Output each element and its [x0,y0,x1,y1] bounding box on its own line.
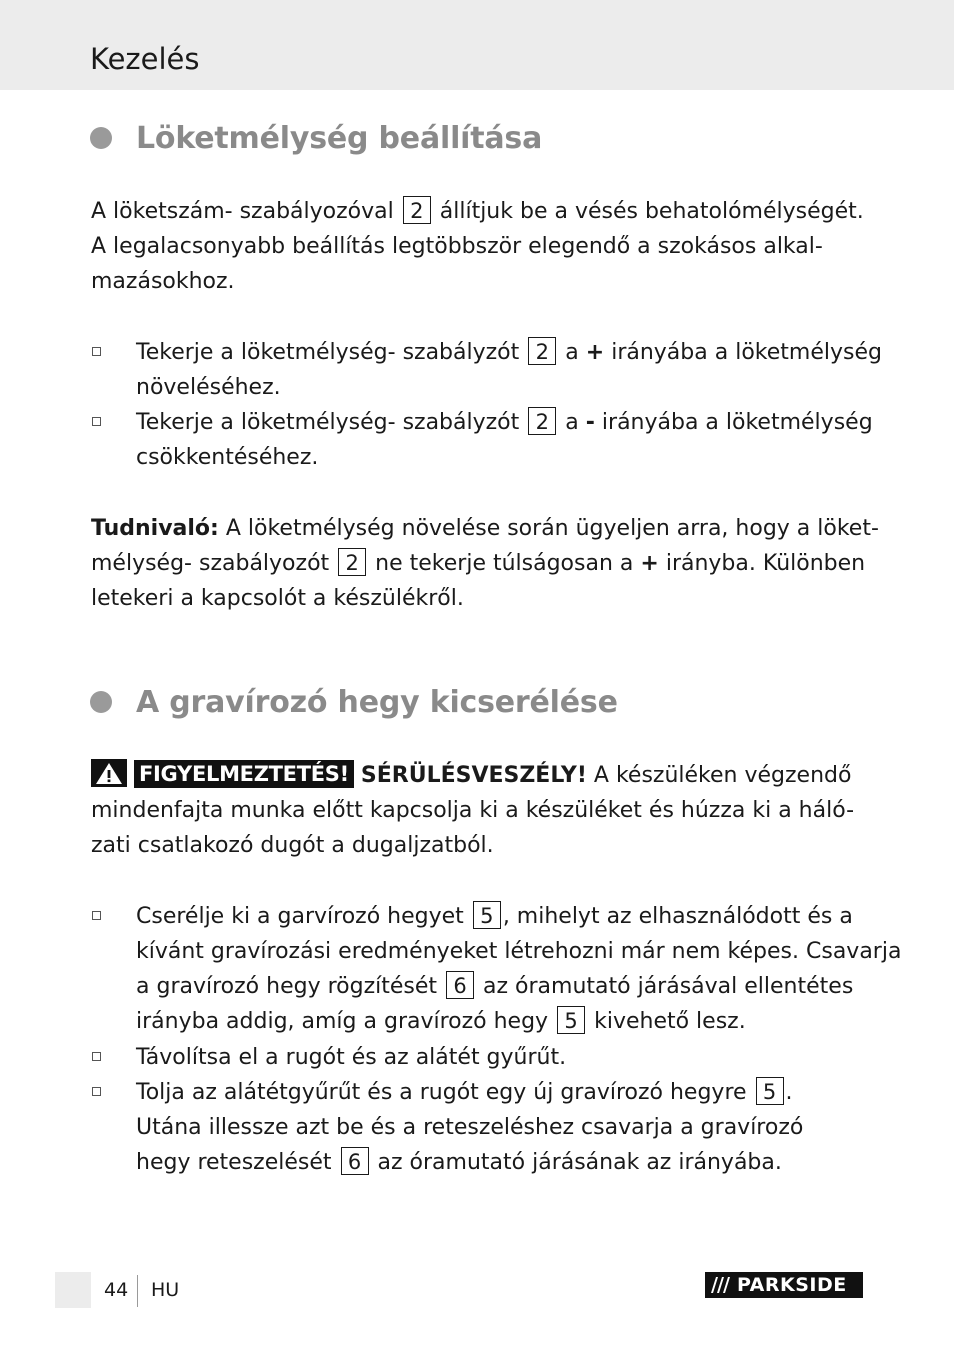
text: irányba. Különben [665,551,866,576]
danger-label: SÉRÜLÉSVESZÉLY! [360,763,587,788]
text: , mihelyt az elhasználódott és a [502,904,853,929]
text: csökkentéséhez. [136,445,319,470]
section-heading-engraving-tip [90,682,618,722]
page-number: 44 [104,1279,129,1301]
section-title: A gravírozó hegy kicserélése [136,684,618,720]
note-label: Tudnivaló: [91,516,219,541]
text: A készüléken végzendő [593,763,852,788]
part-number-ref: 5 [473,901,501,929]
text: zati csatlakozó dugót a dugaljzatból. [91,833,494,858]
part-number-ref: 5 [756,1077,784,1105]
part-number-ref: 2 [528,407,556,435]
text: . [785,1080,793,1105]
text: a gravírozó hegy rögzítését [136,974,438,999]
text: mazásokhoz. [91,269,235,294]
text: a [565,410,579,435]
bullet-dot-icon [90,127,112,149]
part-number-ref: 5 [557,1006,585,1034]
checkbox-icon [92,1052,101,1061]
intro-paragraph [91,194,871,299]
part-number-ref: 6 [446,971,474,999]
note-paragraph [91,511,879,616]
text: Cserélje ki a garvírozó hegyet [136,904,464,929]
text: A legalacsonyabb beállítás legtöbbször elegendő a szokásos alkal- [91,234,823,259]
text: irányba addig, amíg a gravírozó hegy [136,1009,549,1034]
section-heading-stroke-depth [90,118,542,158]
text: mélység- szabályozót [91,551,330,576]
text: A löketmélység növelése során ügyeljen arra, hogy a löket- [225,516,879,541]
text: irányába a löketmélység [601,410,873,435]
checkbox-icon [92,911,101,920]
text: növeléséhez. [136,375,281,400]
page-header-title: Kezelés [90,42,200,76]
text: ne tekerje túlságosan a [375,551,634,576]
warning-badge: FIGYELMEZTETÉS! [134,760,354,788]
logo-stripes-icon [705,1272,735,1298]
text: Tolja az alátétgyűrűt és a rugót egy új gravírozó hegyre [136,1080,747,1105]
bullet-dot-icon [90,691,112,713]
warning-triangle-icon [91,759,127,787]
text: A löketszám- szabályozóval [91,199,394,224]
text: letekeri a kapcsolót a készülékről. [91,586,464,611]
text: az óramutató járásának az irányába. [377,1150,782,1175]
text: Tekerje a löketmélység- szabályzót [136,410,520,435]
checkbox-icon [92,417,101,426]
parkside-logo [705,1272,863,1298]
warning-paragraph [91,758,871,863]
part-number-ref: 2 [403,196,431,224]
text: a [565,340,579,365]
text: mindenfajta munka előtt kapcsolja ki a készüléket és húzza ki a háló- [91,798,855,823]
brand-name: PARKSIDE [737,1274,847,1296]
text: hegy reteszelését [136,1150,332,1175]
text: kívánt gravírozási eredményeket létrehozni már nem képes. Csavarja [136,939,902,964]
language-code: HU [151,1279,180,1301]
text: az óramutató járásával ellentétes [483,974,854,999]
part-number-ref: 2 [338,548,366,576]
text: Tekerje a löketmélység- szabályzót [136,340,520,365]
section-title: Löketmélység beállítása [136,120,543,156]
part-number-ref: 2 [528,337,556,365]
part-number-ref: 6 [341,1147,369,1175]
footer-divider [137,1275,138,1307]
footer-page-marker [55,1272,91,1308]
plus-symbol: + [640,551,659,576]
text: Távolítsa el a rugót és az alátét gyűrűt. [136,1045,567,1070]
plus-symbol: + [585,340,605,365]
text: állítjuk be a vésés behatolómélységét. [439,199,864,224]
text: Utána illessze azt be és a reteszeléshez csavarja a gravírozó [136,1115,804,1140]
text: irányába a löketmélység [611,340,882,365]
checkbox-icon [92,347,101,356]
minus-symbol: - [585,410,595,435]
checkbox-icon [92,1087,101,1096]
text: kivehető lesz. [594,1009,746,1034]
